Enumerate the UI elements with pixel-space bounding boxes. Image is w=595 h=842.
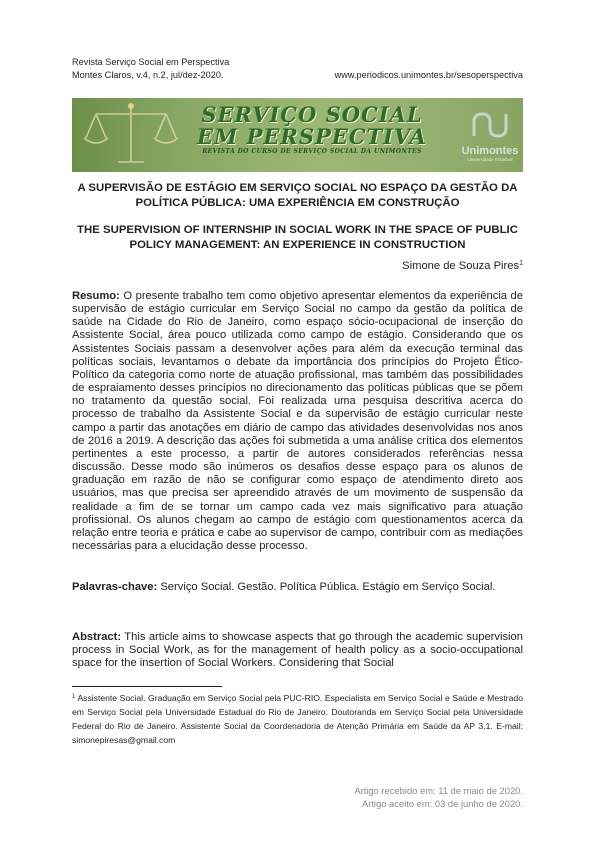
author bbox=[402, 260, 523, 272]
article-dates bbox=[354, 784, 523, 810]
footnote-mark: 1 bbox=[72, 694, 76, 700]
resumo-text: O presente trabalho tem como objetivo apresentar elementos da experiência de supervisão de estágio curricular em Serviço Social no campo da gestão da política de saúde na Cidade do Rio de Janeiro, como espaço sócio-ocupacional de inserção do Assistente Social, área pouco utilizada como campo de estágio. Considerando que os Assistentes Sociais passam a desenvolver ações para além da execução terminal das políticas sociais, levantamos o debate da importância dos princípios do Projeto Ético-Político da categoria como norte de atuação profissional, mas também das possibilidades de espraiamento desses princípios no direcionamento das políticas públicas que se põem no tratamento da questão social. Foi realizada uma pesquisa descritiva acerca do processo de trabalho da Assistente Social e da supervisão de estágio curricular neste campo a partir das anotações em diário de campo das atividades desenvolvidas nos anos de 2016 a 2019. A descrição das ações foi submetida a uma análise crítica dos elementos pertinentes a este processo, a partir de autores considerados referências nessa discussão. Desse modo são inúmeros os desafios desse espaço para os alunos de graduação em razão de não se configurar como espaço de atendimento direto aos usuários, mas que precisa ser apreendido através de um movimento de suspensão da realidade a fim de se tornar um campo cada vez mais significativo para atuação profissional. Os alunos chegam ao campo de estágio com questionamentos acerca da relação entre teoria e prática e cabe ao supervisor de campo, contribuir com as mediações necessárias para a elucidação desse processo. bbox=[72, 290, 523, 552]
banner-title bbox=[192, 104, 432, 156]
logo-sub: Universidade Estadual bbox=[467, 157, 513, 162]
journal-banner bbox=[72, 98, 523, 172]
banner-subtitle: REVISTA DO CURSO DE SERVIÇO SOCIAL DA UNIMONTES bbox=[202, 148, 422, 155]
keywords-paragraph bbox=[72, 581, 523, 594]
footnote-text: Assistente Social. Graduação em Serviço Social pela PUC-RIO. Especialista em Serviço Social e Saúde e Mestrado em Serviço Social pela Universidade Estadual do Rio de Janeiro. Doutoranda em Serviço Social pela Universidade Federal do Rio de Janeiro. Assistente Social da Coordenadoria de Atenção Primária em Saúde da AP 3.1. E-mail: simonepiresas@gmail.com bbox=[72, 693, 523, 746]
journal-url: www.periodicos.unimontes.br/sesoperspectiva bbox=[334, 69, 523, 80]
banner-line-2: EM PERSPECTIVA bbox=[197, 124, 427, 149]
footnote bbox=[72, 690, 523, 747]
date-accepted: Artigo aceito em: 03 de junho de 2020. bbox=[361, 798, 523, 809]
resumo-paragraph bbox=[72, 290, 523, 553]
unimontes-logo bbox=[460, 108, 520, 164]
unimontes-logo-icon bbox=[470, 108, 510, 142]
keywords-text: Serviço Social. Gestão. Política Pública. Estágio em Serviço Social. bbox=[157, 581, 496, 593]
journal-header bbox=[72, 56, 523, 81]
abstract-paragraph bbox=[72, 631, 523, 670]
journal-issue: Montes Claros, v.4, n.2, jul/dez-2020. bbox=[72, 69, 224, 80]
journal-name: Revista Serviço Social em Perspectiva bbox=[72, 57, 230, 67]
scales-of-justice-icon bbox=[76, 100, 186, 170]
resumo-label: Resumo: bbox=[72, 290, 120, 302]
date-received: Artigo recebido em: 11 de maio de 2020. bbox=[354, 785, 523, 796]
banner-line-1: SERVIÇO SOCIAL bbox=[201, 102, 423, 127]
footnote-divider bbox=[72, 686, 222, 687]
title-english: THE SUPERVISION OF INTERNSHIP IN SOCIAL WORK IN THE SPACE OF PUBLIC POLICY MANAGEMENT: AN EXPERIENCE IN CONSTRUCTION bbox=[77, 224, 518, 251]
keywords-label: Palavras-chave: bbox=[72, 581, 158, 593]
author-footnote-mark[interactable]: 1 bbox=[519, 260, 523, 267]
title-portuguese: A SUPERVISÃO DE ESTÁGIO EM SERVIÇO SOCIAL NO ESPAÇO DA GESTÃO DA POLÍTICA PÚBLICA: UMA EXPERIÊNCIA EM CONSTRUÇÃO bbox=[77, 182, 518, 209]
logo-name: Unimontes bbox=[461, 145, 519, 157]
abstract-text: This article aims to showcase aspects that go through the academic supervision process in Social Work, as for the management of health policy as a socio-occupational space for the insertion of Social Workers. Considering that Social bbox=[72, 631, 523, 670]
author-name: Simone de Souza Pires bbox=[402, 260, 520, 272]
abstract-label: Abstract: bbox=[72, 631, 122, 643]
